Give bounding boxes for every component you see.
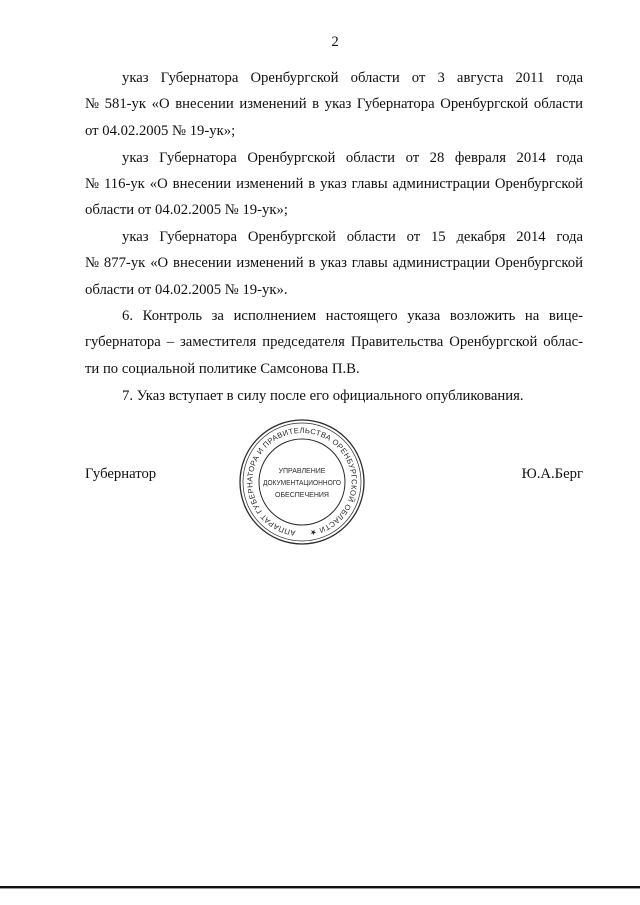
signatory-name: Ю.А.Берг — [521, 466, 583, 482]
text-line: указ Губернатора Оренбургской области от 3 августа 2011 года — [122, 70, 583, 86]
text-line: губернатора – заместителя председателя Правительства Оренбургской облас- — [85, 334, 583, 350]
text-line: от 04.02.2005 № 19-ук»; — [85, 123, 236, 139]
signatory-position: Губернатор — [85, 466, 157, 482]
seal-inner-line: ДОКУМЕНТАЦИОННОГО — [263, 480, 342, 487]
seal-inner-line: УПРАВЛЕНИЕ — [278, 468, 326, 475]
bottom-rule-shadow — [0, 888, 640, 889]
seal-ring-text: АППАРАТ ГУБЕРНАТОРА И ПРАВИТЕЛЬСТВА ОРЕНБУРГСКОЙ ОБЛАСТИ ★ — [245, 425, 359, 538]
page-number: 2 — [331, 34, 339, 50]
text-line: области от 04.02.2005 № 19-ук». — [85, 282, 288, 298]
text-line: № 116-ук «О внесении изменений в указ главы администрации Оренбургской — [85, 176, 583, 192]
text-line: указ Губернатора Оренбургской области от 28 февраля 2014 года — [122, 150, 583, 166]
text-line: области от 04.02.2005 № 19-ук»; — [85, 202, 288, 218]
text-line: № 877-ук «О внесении изменений в указ главы администрации Оренбургской — [85, 255, 583, 271]
official-seal — [236, 416, 368, 548]
text-line: 6. Контроль за исполнением настоящего указа возложить на вице- — [122, 308, 583, 324]
seal-inner-line: ОБЕСПЕЧЕНИЯ — [275, 492, 329, 499]
text-line: 7. Указ вступает в силу после его официального опубликования. — [122, 388, 524, 404]
text-line: ти по социальной политике Самсонова П.В. — [85, 361, 360, 377]
text-line: указ Губернатора Оренбургской области от 15 декабря 2014 года — [122, 229, 583, 245]
text-line: № 581-ук «О внесении изменений в указ Губернатора Оренбургской области — [85, 96, 583, 112]
